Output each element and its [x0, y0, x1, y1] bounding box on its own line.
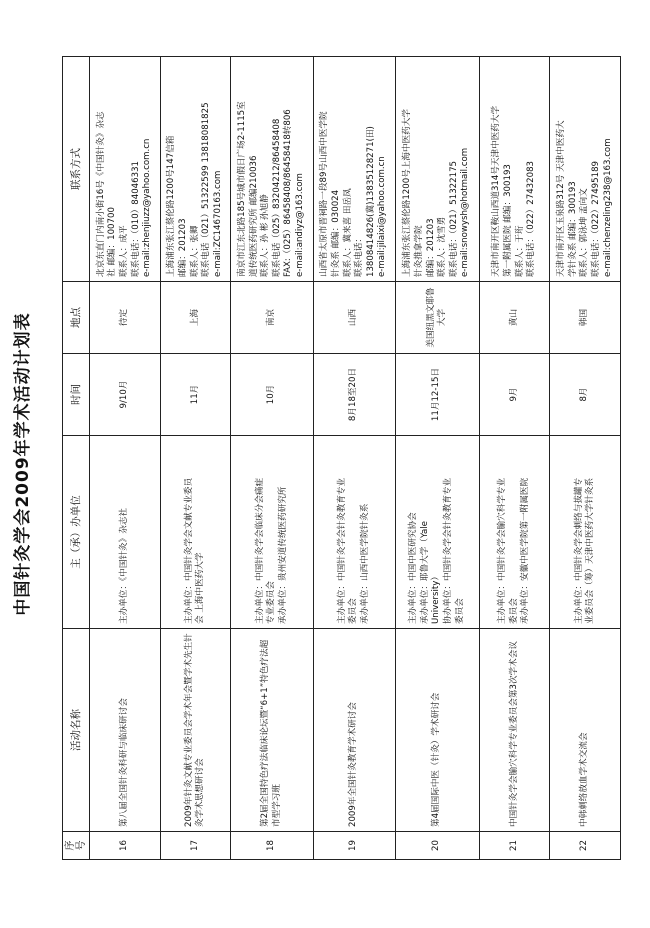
activity-name: 第2届全国特色疗法临床论坛暨“6+1”特色疗法超市型学习班 — [231, 629, 313, 832]
organizer-line: 业委员会（筹）天津中医药大学针灸系 — [585, 477, 596, 624]
organizer-cell — [90, 436, 161, 629]
contact-line: 上海浦东张江蔡伦路1200号147信箱 — [166, 135, 177, 277]
contact-line: 联系电话：（021）51322175 — [448, 160, 459, 277]
contact-line: 联系电话（025）83204212/86458408 — [271, 118, 282, 277]
organizer-line: 委员会 — [348, 598, 359, 624]
contact-line: 南京市江东北路185号城市假日广场2-1115室 — [237, 101, 248, 277]
organizer-line: 承办单位：贵州安道传统医药研究所 — [277, 486, 288, 624]
contact-line: 天津市南开区鞍山西道314号天津中医药大学 — [491, 105, 502, 277]
row-no: 16 — [90, 832, 161, 860]
contact-cell — [395, 57, 479, 282]
contact-line: 学针灸系 邮编：300193 — [567, 181, 578, 277]
header-organizer: 主（承）办单位 — [63, 436, 90, 629]
place-cell: 美国纽黑文耶鲁大学 — [395, 282, 479, 354]
activity-name: 第4届国际中医（针灸）学术研讨会 — [395, 629, 479, 832]
contact-line: e-mail:chenzeling238@163.com — [602, 138, 613, 277]
organizer-cell — [160, 436, 231, 629]
organizer-line: 主办单位：中国针灸学会针灸教育专业 — [336, 477, 347, 624]
activity-name: 2009年针灸文献专业委员会学术年会暨学术先生针灸学术思想研讨会 — [160, 629, 231, 832]
contact-line: 13808414826(冀)13835128271(田) — [365, 126, 376, 277]
place-cell: 上海 — [160, 282, 231, 354]
contact-line: 北京东直门内南小街16号《中国针灸》杂志 — [95, 111, 106, 277]
header-contact: 联系方式 — [63, 57, 90, 282]
organizer-cell — [550, 436, 621, 629]
contact-line: 邮编：201203 — [425, 218, 436, 277]
place-cell: 山西 — [313, 282, 395, 354]
contact-line: 针灸推拿学院 — [414, 225, 425, 277]
row-no: 19 — [313, 832, 395, 860]
activity-name: 中韩刺络放血学术交流会 — [550, 629, 621, 832]
activity-name: 第八届全国针灸科研与临床研讨会 — [90, 629, 161, 832]
organizer-cell — [479, 436, 550, 629]
activity-name: 2009年全国针灸教育学术研讨会 — [313, 629, 395, 832]
organizer-line: 主办单位：中国针灸学会刺络与拔罐专 — [573, 477, 584, 624]
row-no: 17 — [160, 832, 231, 860]
contact-cell — [231, 57, 313, 282]
time-cell: 8月18至20日 — [313, 354, 395, 436]
contact-line: 联系人：孙 彬 孙旭静 — [260, 194, 271, 277]
activity-table — [62, 56, 621, 860]
organizer-line: 会 上海中医药大学 — [195, 552, 206, 624]
place-cell: 黄山 — [479, 282, 550, 354]
organizer-line: 主办单位：中国针灸学会腧穴科学专业 — [497, 477, 508, 624]
contact-line: 联系电话（021）51322599 13818081825 — [201, 102, 212, 277]
header-time: 时间 — [63, 354, 90, 436]
contact-cell — [479, 57, 550, 282]
contact-line: 邮编：201203 — [178, 218, 189, 277]
contact-line: 联系人：郭泳坤 孟向文 — [579, 188, 590, 277]
contact-line: 第一附属医院 邮编：300193 — [502, 164, 513, 277]
header-name: 活动名称 — [63, 629, 90, 832]
header-no: 序号 — [63, 832, 90, 860]
place-cell: 南京 — [231, 282, 313, 354]
time-cell: 9月 — [479, 354, 550, 436]
header-place: 地点 — [63, 282, 90, 354]
place-cell: 韩国 — [550, 282, 621, 354]
organizer-line: 委员会 — [454, 598, 465, 624]
contact-line: 社 邮编：100700 — [107, 207, 118, 277]
contact-line: 联系人：于珩 — [514, 225, 525, 277]
time-cell: 8月 — [550, 354, 621, 436]
contact-cell — [90, 57, 161, 282]
row-no: 22 — [550, 832, 621, 860]
contact-line: 联系人：冀来喜 田岳凤 — [342, 188, 353, 277]
table-header-row — [63, 57, 90, 860]
organizer-line: 承办单位：安徽中医学院第一附属医院 — [520, 477, 531, 624]
organizer-line: 专业委员会 — [266, 581, 277, 624]
organizer-line: University） — [431, 572, 442, 624]
organizer-line: 协办单位：中国针灸学会针灸教育专业 — [443, 477, 454, 624]
time-cell: 11月 — [160, 354, 231, 436]
table-row — [479, 57, 550, 860]
organizer-line: 主办单位：《中国针灸》杂志社 — [119, 507, 130, 624]
time-cell: 11月12-15日 — [395, 354, 479, 436]
table-row — [550, 57, 621, 860]
contact-cell — [160, 57, 231, 282]
contact-line: 道传统医药研究所 邮编210036 — [248, 155, 259, 277]
organizer-line: 承办单位：山西中医学院针灸系 — [359, 503, 370, 624]
row-no: 20 — [395, 832, 479, 860]
contact-line: 针灸系 邮编：030024 — [330, 189, 341, 277]
table-row — [90, 57, 161, 860]
time-cell: 10月 — [231, 354, 313, 436]
page-title: 中国针灸学会2009年学术活动计划表 — [13, 312, 33, 616]
contact-line: 联系人：成平 — [119, 225, 130, 277]
contact-line: FAX:（025）86458408/86458418转806 — [283, 109, 294, 277]
activity-name: 中国针灸学会腧穴科学专业委员会第3次学术会议 — [479, 629, 550, 832]
place-cell: 待定 — [90, 282, 161, 354]
contact-line: e-mail:zhenjiuzz@yahoo.com.cn — [142, 138, 153, 277]
contact-line: 联系电话：（022）27495189 — [590, 160, 601, 277]
table-row — [160, 57, 231, 860]
contact-line: e-mail:andiyz@163.com — [295, 173, 306, 277]
contact-line: 上海浦东张江蔡伦路1200号上海中医药大学 — [402, 109, 413, 277]
organizer-line: 主办单位：中国中医研究协会 — [408, 512, 419, 624]
table-row — [231, 57, 313, 860]
contact-line: e-mail:ZC14670163.com — [212, 170, 223, 277]
contact-line: e-mail:snowysh@hotmail.com — [460, 147, 471, 277]
organizer-line: 主办单位：中国针灸学会文献专业委员 — [183, 477, 194, 624]
contact-cell — [313, 57, 395, 282]
contact-line: 联系人：张卿 — [189, 225, 200, 277]
contact-line: 天津市南开区玉泉路312号 天津中医药大 — [556, 120, 567, 277]
time-cell: 9/10月 — [90, 354, 161, 436]
organizer-cell — [395, 436, 479, 629]
contact-cell — [550, 57, 621, 282]
row-no: 21 — [479, 832, 550, 860]
organizer-line: 主办单位：中国针灸学会临床分会痛症 — [254, 477, 265, 624]
contact-line: 联系电话：（010）84046331 — [130, 160, 141, 277]
contact-line: 山西省太原市晋祠路一段89号山西中医学院 — [319, 111, 330, 277]
contact-line: 联系电话： — [354, 234, 365, 277]
organizer-cell — [313, 436, 395, 629]
row-no: 18 — [231, 832, 313, 860]
contact-line: e-mail:jilaixi@yahoo.com.cn — [377, 156, 388, 277]
organizer-line: 委员会 — [508, 598, 519, 624]
table-row — [395, 57, 479, 860]
table-row — [313, 57, 395, 860]
contact-line: 联系人：沈雪勇 — [437, 216, 448, 277]
organizer-line: 承办单位：耶鲁大学（Yale — [419, 521, 430, 624]
organizer-cell — [231, 436, 313, 629]
contact-line: 联系电话：（022）27432083 — [526, 160, 537, 277]
